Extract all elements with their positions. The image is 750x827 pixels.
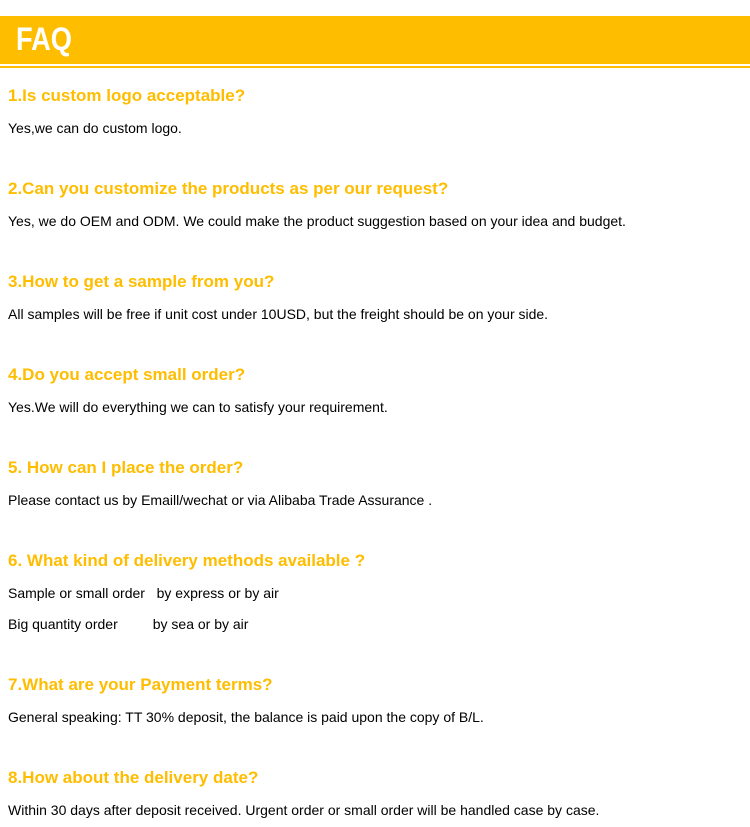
faq-question-2: 2.Can you customize the products as per our request? bbox=[8, 179, 449, 198]
faq-answer-6b: Big quantity order by sea or by air bbox=[8, 616, 249, 632]
banner-divider bbox=[0, 66, 750, 68]
faq-answer-8: Within 30 days after deposit received. Urgent order or small order will be handled case by case. bbox=[8, 802, 600, 818]
faq-question-1: 1.Is custom logo acceptable? bbox=[8, 86, 246, 105]
faq-answer-7: General speaking: TT 30% deposit, the balance is paid upon the copy of B/L. bbox=[8, 709, 484, 725]
faq-question-7: 7.What are your Payment terms? bbox=[8, 675, 273, 694]
faq-question-5: 5. How can I place the order? bbox=[8, 458, 244, 477]
faq-question-4: 4.Do you accept small order? bbox=[8, 365, 246, 384]
faq-question-3: 3.How to get a sample from you? bbox=[8, 272, 275, 291]
faq-answer-2: Yes, we do OEM and ODM. We could make the product suggestion based on your idea and budget. bbox=[8, 213, 626, 229]
faq-answer-4: Yes.We will do everything we can to satisfy your requirement. bbox=[8, 399, 388, 415]
faq-answer-3: All samples will be free if unit cost under 10USD, but the freight should be on your side. bbox=[8, 306, 549, 322]
faq-banner bbox=[0, 16, 750, 64]
faq-answer-5: Please contact us by Emaill/wechat or via Alibaba Trade Assurance . bbox=[8, 492, 433, 508]
faq-question-8: 8.How about the delivery date? bbox=[8, 768, 259, 787]
page-title: FAQ bbox=[16, 21, 72, 57]
faq-answer-6a: Sample or small order by express or by air bbox=[8, 585, 279, 601]
faq-question-6: 6. What kind of delivery methods available ? bbox=[8, 551, 366, 570]
faq-answer-1: Yes,we can do custom logo. bbox=[8, 120, 182, 136]
